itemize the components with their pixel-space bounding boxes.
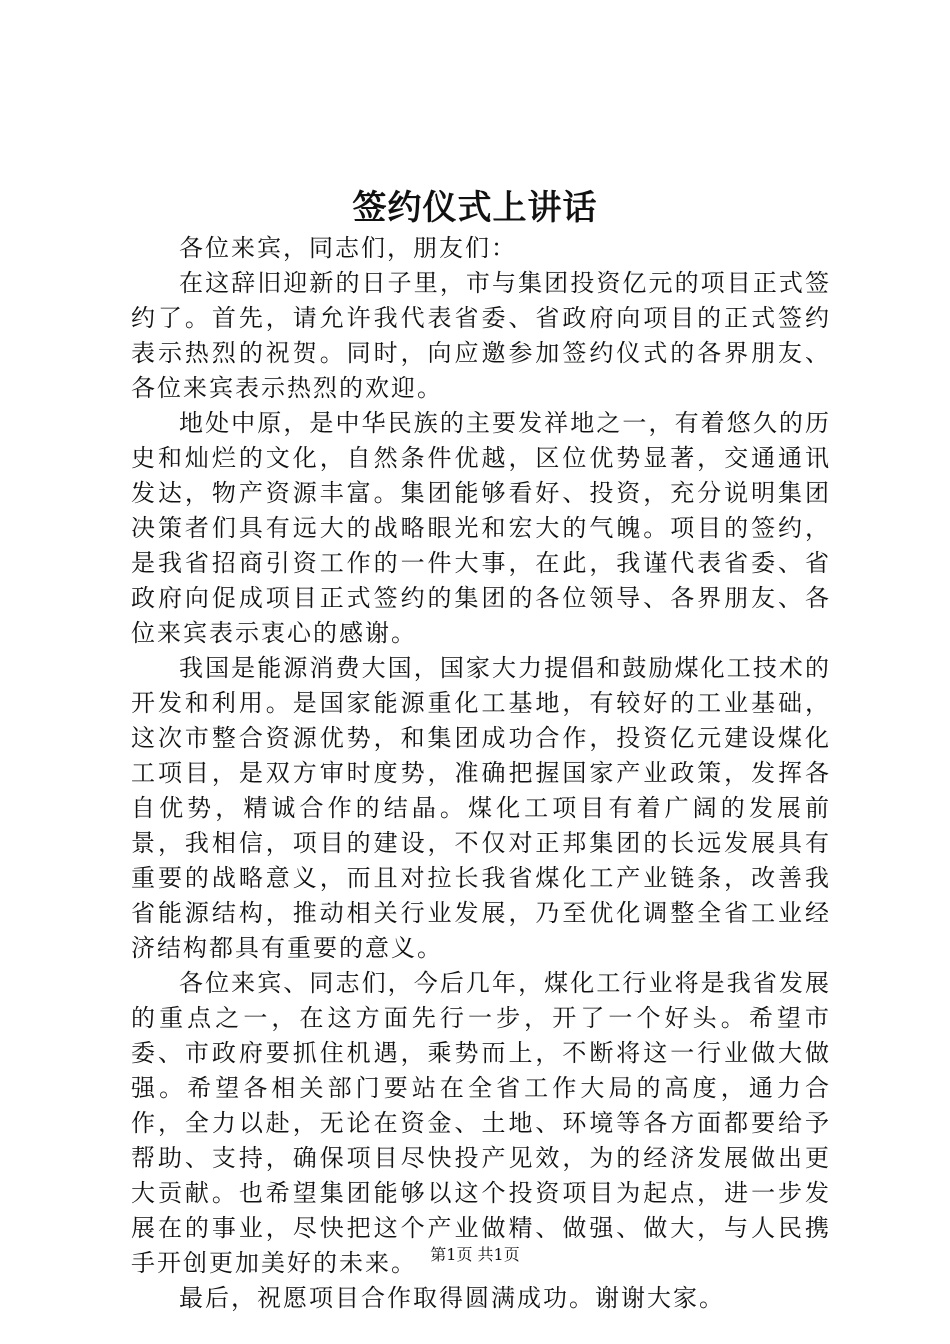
- body-paragraph-4: 各位来宾、同志们，今后几年，煤化工行业将是我省发展的重点之一，在这方面先行一步，开了一个好头。希望市委、市政府要抓住机遇，乘势而上，不断将这一行业做大做强。希望各相关部门要站在全省工作大局的高度，通力合作，全力以赴，无论在资金、土地、环境等各方面都要给予帮助、支持，确保项目尽快投产见效，为的经济发展做出更大贡献。也希望集团能够以这个投资项目为起点，进一步发展在的事业，尽快把这个产业做精、做强、做大，与人民携手开创更加美好的未来。: [131, 969, 831, 1277]
- body-paragraph-2: 地处中原，是中华民族的主要发祥地之一，有着悠久的历史和灿烂的文化，自然条件优越，区位优势显著，交通通讯发达，物产资源丰富。集团能够看好、投资，充分说明集团决策者们具有远大的战略眼光和宏大的气魄。项目的签约，是我省招商引资工作的一件大事，在此，我谨代表省委、省政府向促成项目正式签约的集团的各位领导、各界朋友、各位来宾表示衷心的感谢。: [131, 409, 831, 647]
- document-body: [131, 231, 831, 1316]
- page-title: 签约仪式上讲话: [352, 188, 598, 228]
- body-paragraph-1: 在这辞旧迎新的日子里，市与集团投资亿元的项目正式签约了。首先，请允许我代表省委、省政府向项目的正式签约表示热烈的祝贺。同时，向应邀参加签约仪式的各界朋友、各位来宾表示热烈的欢迎。: [131, 269, 831, 402]
- closing-paragraph: 最后，祝愿项目合作取得圆满成功。谢谢大家。: [179, 1284, 725, 1312]
- greeting-paragraph: 各位来宾，同志们，朋友们：: [179, 234, 517, 262]
- page-footer: 第1页 共1页: [430, 1245, 520, 1264]
- body-paragraph-3: 我国是能源消费大国，国家大力提倡和鼓励煤化工技术的开发和利用。是国家能源重化工基地，有较好的工业基础，这次市整合资源优势，和集团成功合作，投资亿元建设煤化工项目，是双方审时度势，准确把握国家产业政策，发挥各自优势，精诚合作的结晶。煤化工项目有着广阔的发展前景，我相信，项目的建设，不仅对正邦集团的长远发展具有重要的战略意义，而且对拉长我省煤化工产业链条，改善我省能源结构，推动相关行业发展，乃至优化调整全省工业经济结构都具有重要的意义。: [131, 654, 831, 962]
